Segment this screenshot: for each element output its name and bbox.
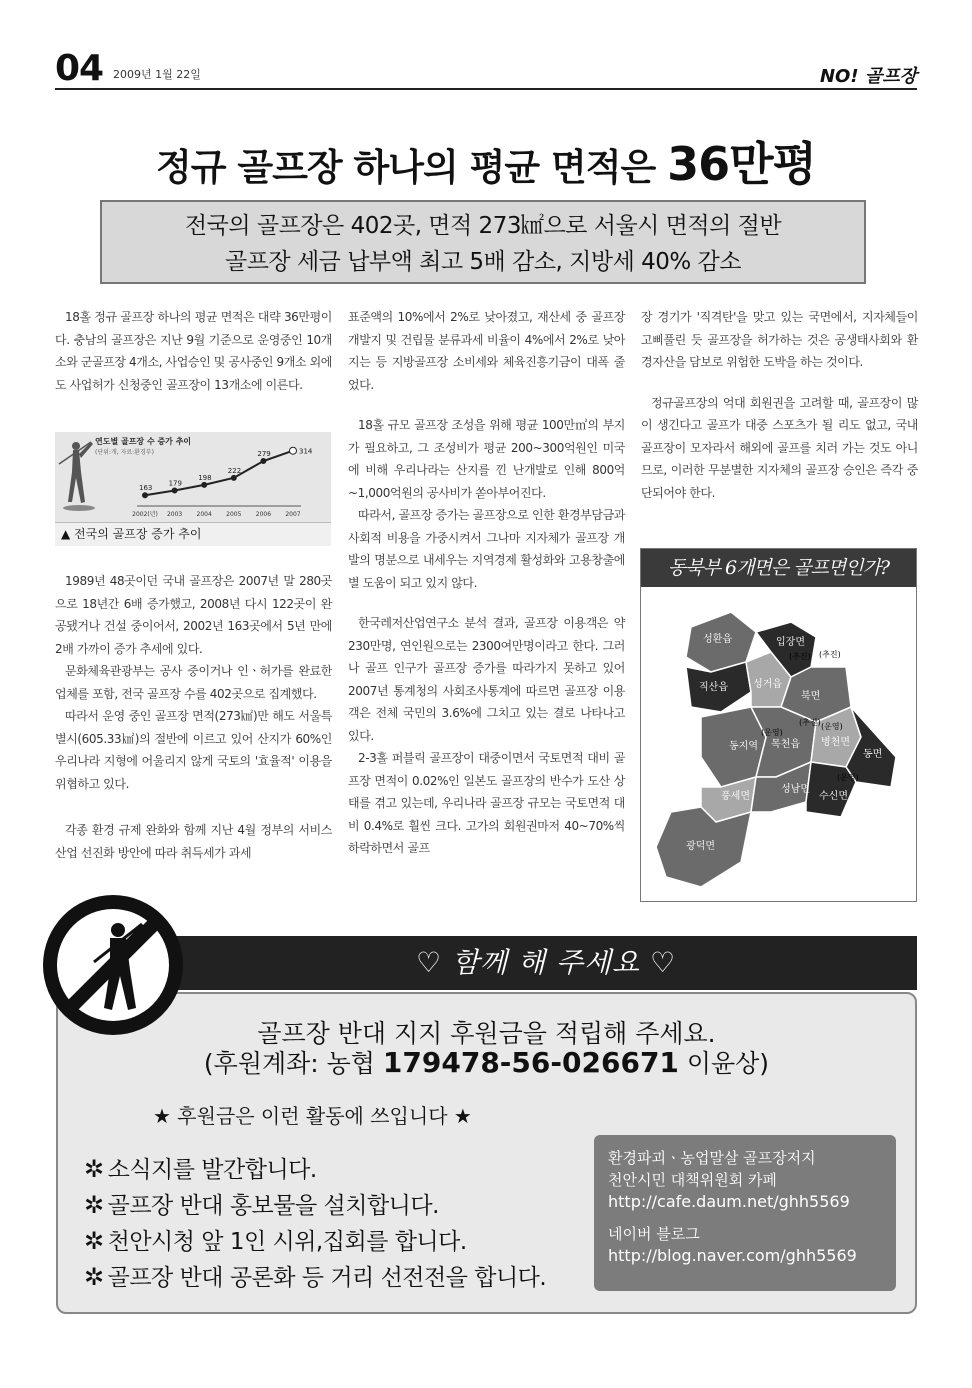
map-title: 동북부 6개면은 골프면인가? xyxy=(641,549,916,587)
chart-point xyxy=(143,493,148,498)
chart-tick-label: 2005 xyxy=(226,511,242,518)
article-column-3 xyxy=(641,306,918,504)
chart-tick-label: 2007 xyxy=(285,511,301,518)
use-text: 소식지를 발간합니다. xyxy=(107,1157,317,1183)
cafe-name-line-1: 환경파괴ㆍ농업말살 골프장저지 xyxy=(608,1149,816,1167)
article-paragraph: 2-3홀 퍼블릭 골프장이 대중이면서 국토면적 대비 골프장 면적이 0.02%인 일본도 골프장의 반수가 도산 상태를 겪고 있는데, 우리나라 골프장 규모는 국토면적 대비 0.4%로 훨씬 크다. 고가의 회원권마저 40~70%씩 하락하면서 골프 xyxy=(348,751,625,855)
map-status-marker: (운영) xyxy=(761,728,783,737)
cafe-name-line-2: 천안시민 대책위원회 카페 xyxy=(608,1171,777,1189)
map-region-label: 성거읍 xyxy=(753,679,782,690)
article-paragraph: 각종 환경 규제 완화와 함께 지난 4월 정부의 서비스산업 선진화 방안에 따라 취득세가 과세 xyxy=(55,823,332,860)
golfer-silhouette-icon xyxy=(59,442,95,511)
map-status-marker: (운영) xyxy=(821,722,843,731)
use-text: 골프장 반대 공론화 등 거리 선전전을 합니다. xyxy=(107,1265,547,1291)
map-status-marker: (추진) xyxy=(799,718,821,727)
region-map-panel xyxy=(640,548,917,902)
subheadline-line: 골프장 세금 납부액 최고 5배 감소, 지방세 40% 감소 xyxy=(225,249,741,275)
map-region-label: 동지역 xyxy=(729,741,758,752)
chart-point xyxy=(261,459,266,464)
donation-request: 골프장 반대 지지 후원금을 적립해 주세요. xyxy=(257,1019,716,1048)
chart-data-label: 179 xyxy=(168,479,182,488)
use-text: 골프장 반대 홍보물을 설치합니다. xyxy=(107,1193,439,1219)
article-paragraph: 정규골프장의 억대 회원권을 고려할 때, 골프장이 많이 생긴다고 골프가 대중 스포츠가 될 리도 없고, 국내 골프장이 모자라서 해외에 골프를 치러 가는 것도 아니므로, 이러한 무분별한 지자체의 골프장 승인은 즉각 중단되어야 한다. xyxy=(641,395,918,500)
map-region-label: 풍세면 xyxy=(721,791,750,802)
page-header xyxy=(55,48,917,90)
map-region-label: 목천읍 xyxy=(771,739,800,750)
no-golf-icon xyxy=(38,890,188,1040)
article-paragraph: 18홀 규모 골프장 조성을 위해 평균 100만㎡의 부지가 필요하고, 그 조성비가 평균 200~300억원인 미국에 비해 우리나라는 산지를 낀 난개발로 인해 800억~1,000억원의 공사비가 쏟아부어진다. xyxy=(348,418,625,500)
chart-point xyxy=(290,447,297,454)
subheadline-box xyxy=(100,200,866,284)
list-item xyxy=(84,1260,546,1296)
region-map xyxy=(641,587,916,901)
map-region-label: 병천면 xyxy=(821,737,850,748)
uses-title: ★ 후원금은 이런 활동에 쓰입니다 ★ xyxy=(153,1104,472,1128)
links-box xyxy=(594,1135,896,1291)
map-region-label: 광덕면 xyxy=(686,841,715,852)
map-region-label: 성남면 xyxy=(781,784,810,795)
uses-list xyxy=(84,1152,546,1296)
article-column-2 xyxy=(348,306,625,860)
chart-point xyxy=(231,475,236,480)
article-paragraph: 1989년 48곳이던 국내 골프장은 2007년 말 280곳으로 18년간 6배 증가했고, 2008년 다시 122곳이 완공됐거나 건설 중이어서, 2002년 163곳에서 5년 만에 2배 가까이 증가 추세에 있다. xyxy=(55,574,332,656)
chart-tick-label: 2006 xyxy=(255,511,272,518)
headline-emphasis: 36만평 xyxy=(667,137,816,191)
chart-point xyxy=(172,488,177,493)
list-item xyxy=(84,1224,546,1260)
cafe-link[interactable]: http://cafe.daum.net/ghh5569 xyxy=(608,1192,850,1211)
flower-bullet-icon: ✲ xyxy=(84,1263,104,1291)
account-prefix: (후원계좌: 농협 xyxy=(203,1049,375,1078)
account-holder: 이윤상) xyxy=(686,1049,770,1078)
chart-data-label: 314 xyxy=(299,447,313,456)
map-region-susin xyxy=(806,762,856,817)
chart-tick-label: 2002(년) xyxy=(132,511,158,518)
blog-link[interactable]: http://blog.naver.com/ghh5569 xyxy=(608,1246,857,1265)
chart-caption: ▲ 전국의 골프장 증가 추이 xyxy=(55,522,331,546)
flower-bullet-icon: ✲ xyxy=(84,1191,104,1219)
blog-label: 네이버 블로그 xyxy=(608,1225,700,1243)
article-paragraph: 표준액의 10%에서 2%로 낮아졌고, 재산세 중 골프장 개발지 및 건립물 분류과세 비율이 4%에서 2%로 낮아지는 등 지방골프장 소비세와 체육진흥기금이 대폭 줄었다. xyxy=(348,310,625,392)
issue-date: 2009년 1월 22일 xyxy=(113,68,201,81)
chart-tick-label: 2004 xyxy=(196,511,212,518)
growth-chart xyxy=(55,432,331,522)
map-status-marker: (추진) xyxy=(789,652,811,661)
map-status-marker: (추진) xyxy=(819,650,841,659)
map-region-label: 입장면 xyxy=(776,637,805,648)
brand-logo: NO! 골프장 xyxy=(819,66,917,87)
map-region-label: 직산읍 xyxy=(699,682,728,693)
article-paragraph: 문화체육관광부는 공사 중이거나 인ㆍ허가를 완료한 업체를 포함, 전국 골프장 수를 402곳으로 집계했다. xyxy=(55,664,332,701)
map-region-label: 북면 xyxy=(801,691,821,702)
chart-data-label: 198 xyxy=(198,473,212,482)
article-paragraph: 따라서 운영 중인 골프장 면적(273㎢)만 해도 서울특별시(605.33㎢)의 절반에 이르고 있어 산지가 60%인 우리나라 지형에 어울리지 않게 국토의 '효율적' 이용을 위협하고 있다. xyxy=(55,709,332,791)
list-item xyxy=(84,1188,546,1224)
article-paragraph: 따라서, 골프장 증가는 골프장으로 인한 환경부담금과 사회적 비용을 가중시켜서 그나마 지자체가 골프장 개발의 명분으로 내세우는 지역경제 활성화와 고용창출에 별 도움이 되고 있지 않다. xyxy=(348,508,625,590)
chart-data-label: 163 xyxy=(139,484,153,493)
article-paragraph: 장 경기가 '직격탄'을 맞고 있는 국면에서, 지자체들이 고삐풀린 듯 골프장을 허가하는 것은 공생태사회와 환경자산을 담보로 위험한 도박을 하는 것이다. xyxy=(641,310,918,369)
headline-main: 정규 골프장 하나의 평균 면적은 xyxy=(156,146,656,189)
map-status-marker: (운영) xyxy=(837,773,859,782)
headline xyxy=(55,128,917,194)
page-number: 04 xyxy=(55,48,104,89)
account-number: 179478-56-026671 xyxy=(382,1046,679,1079)
chart-data-label: 222 xyxy=(227,466,242,475)
article-paragraph: 한국레저산업연구소 분석 결과, 골프장 이용객은 약 230만명, 연인원으로는 2300여만명이라고 한다. 그러나 골프 인구가 골프장 증가를 따라가지 못하고 있어 2007년 통계청의 사회조사통계에 따르면 골프장 이용객은 전체 국민의 3.6%에 그치고 있는 결로 나타나고 있다. xyxy=(348,616,625,743)
map-region-label: 동면 xyxy=(863,749,883,760)
chart-title: 연도별 골프장 수 증가 추이 xyxy=(95,437,192,446)
chart-subtitle: (단위:개, 자료:환경부) xyxy=(95,449,154,456)
donation-box xyxy=(56,992,917,1314)
chart-data-label: 279 xyxy=(257,450,271,459)
article-paragraph: 18홀 정규 골프장 하나의 평균 면적은 대략 36만평이다. 충남의 골프장은 지난 9월 기준으로 운영중인 10개소와 군골프장 4개소, 사업승인 및 공사중인 9개소 외에도 사업허가 신청중인 골프장이 13개소에 이른다. xyxy=(55,310,332,392)
flower-bullet-icon: ✲ xyxy=(84,1155,104,1183)
donation-account-line xyxy=(58,1044,915,1080)
map-region-label: 수신면 xyxy=(819,791,848,802)
list-item xyxy=(84,1152,546,1188)
use-text: 천안시청 앞 1인 시위,집회를 합니다. xyxy=(107,1229,467,1255)
chart-series-line xyxy=(145,451,293,496)
support-banner: ♡ 함께 해 주세요 ♡ xyxy=(175,936,917,990)
chart-tick-label: 2003 xyxy=(166,511,183,518)
map-region-label: 성환읍 xyxy=(703,634,732,645)
article-column-1-lower xyxy=(55,570,332,864)
article-column-1 xyxy=(55,306,332,396)
subheadline-line: 전국의 골프장은 402곳, 면적 273㎢으로 서울시 면적의 절반 xyxy=(184,213,782,239)
growth-chart-svg xyxy=(55,432,331,522)
chart-point xyxy=(202,482,207,487)
flower-bullet-icon: ✲ xyxy=(84,1227,104,1255)
